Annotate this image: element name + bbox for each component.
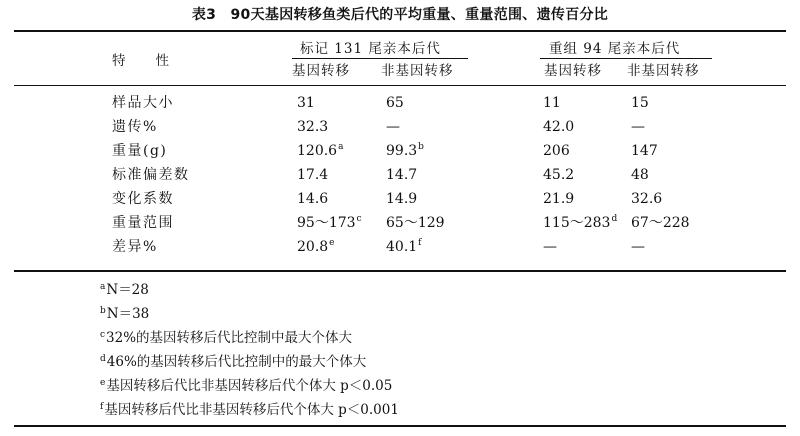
cell-g1-non-transgenic-text: 14.9 — [386, 191, 418, 207]
cell-g2-transgenic-text: 206 — [543, 143, 570, 159]
cell-g2-transgenic-text: — — [543, 239, 557, 255]
cell-g1-transgenic-text: 95～173 — [297, 215, 356, 231]
cell-g2-non-transgenic — [631, 94, 649, 112]
cell-g1-transgenic-text: 32.3 — [297, 119, 329, 135]
cell-g1-transgenic — [297, 142, 343, 160]
footnote-text: N＝38 — [106, 306, 150, 322]
footnote-marker: a — [338, 142, 344, 152]
cell-g1-non-transgenic — [386, 94, 404, 112]
footnote-marker: b — [418, 142, 424, 152]
row-label-text: 遗传% — [112, 119, 158, 135]
cell-g1-non-transgenic-text: 99.3 — [386, 143, 418, 159]
cell-g2-transgenic-text: 42.0 — [543, 119, 575, 135]
cell-g1-transgenic — [297, 118, 328, 136]
cell-g1-non-transgenic-text: 14.7 — [386, 167, 418, 183]
footnote — [100, 326, 352, 347]
cell-g1-transgenic — [297, 238, 335, 256]
cell-g1-transgenic — [297, 94, 315, 112]
cell-g1-non-transgenic — [386, 238, 422, 256]
cell-g2-non-transgenic-text: — — [631, 239, 645, 255]
row-label-text: 差异% — [112, 239, 158, 255]
row-label-text: 重量范围 — [112, 215, 174, 231]
cell-g2-non-transgenic-text: 32.6 — [631, 191, 663, 207]
footnote-marker: f — [418, 238, 422, 248]
footnote-mark: d — [100, 354, 106, 364]
cell-g1-transgenic — [297, 166, 328, 184]
footnote-text: 46%的基因转移后代比控制中的最大个体大 — [106, 354, 367, 370]
footnote — [100, 398, 399, 419]
cell-g2-non-transgenic — [631, 238, 645, 256]
footnote-text: N＝28 — [106, 282, 149, 298]
cell-g1-non-transgenic — [386, 190, 417, 208]
page-bottom-rule — [14, 425, 786, 427]
cell-g1-non-transgenic — [386, 142, 424, 160]
row-label-text: 重量(g) — [112, 143, 168, 159]
cell-g1-non-transgenic-text: 65 — [386, 95, 404, 111]
header-g2-non-transgenic: 非基因转移 — [627, 63, 700, 79]
header-g1-transgenic: 基因转移 — [292, 63, 350, 79]
row-label — [112, 118, 158, 136]
cell-g2-non-transgenic — [631, 118, 645, 136]
cell-g1-non-transgenic — [386, 214, 445, 232]
footnote-mark: e — [100, 378, 106, 388]
row-label — [112, 142, 167, 160]
row-label — [112, 214, 174, 232]
cell-g1-transgenic — [297, 190, 328, 208]
cell-g1-non-transgenic-text: 65～129 — [386, 215, 445, 231]
cell-g2-non-transgenic-text: 67～228 — [631, 215, 690, 231]
cell-g1-non-transgenic — [386, 118, 400, 136]
cell-g2-non-transgenic-text: 147 — [631, 143, 658, 159]
row-label — [112, 238, 158, 256]
cell-g2-transgenic — [543, 142, 570, 160]
cell-g1-transgenic-text: 17.4 — [297, 167, 329, 183]
cell-g2-non-transgenic — [631, 166, 649, 184]
footnote — [100, 350, 366, 371]
footnote-marker: d — [611, 214, 618, 224]
cell-g1-transgenic-text: 31 — [297, 95, 315, 111]
cell-g2-non-transgenic — [631, 142, 658, 160]
cell-g1-transgenic-text: 14.6 — [297, 191, 329, 207]
footnote — [100, 278, 149, 299]
cell-g1-non-transgenic-text: — — [386, 119, 400, 135]
cell-g1-transgenic-text: 20.8 — [297, 239, 329, 255]
cell-g2-transgenic — [543, 214, 617, 232]
footnote — [100, 302, 149, 323]
cell-g1-non-transgenic-text: 40.1 — [386, 239, 418, 255]
table-bottom-rule — [14, 270, 786, 272]
cell-g2-transgenic-text: 11 — [543, 95, 561, 111]
row-label — [112, 166, 190, 184]
footnote — [100, 374, 392, 395]
cell-g2-non-transgenic — [631, 214, 690, 232]
header-trait: 特 性 — [112, 53, 170, 69]
top-rule — [14, 30, 786, 32]
cell-g2-transgenic — [543, 238, 557, 256]
cell-g1-transgenic-text: 120.6 — [297, 143, 338, 159]
group2-underline — [540, 58, 712, 59]
cell-g2-transgenic — [543, 166, 574, 184]
footnote-mark: a — [100, 282, 106, 292]
footnote-mark: c — [100, 330, 106, 340]
row-label — [112, 190, 174, 208]
cell-g2-transgenic — [543, 190, 574, 208]
header-group2: 重组 94 尾亲本后代 — [549, 41, 681, 57]
header-g1-non-transgenic: 非基因转移 — [381, 63, 454, 79]
header-group1: 标记 131 尾亲本后代 — [300, 41, 441, 57]
footnote-text: 32%的基因转移后代比控制中最大个体大 — [106, 330, 353, 346]
cell-g2-non-transgenic-text: 48 — [631, 167, 649, 183]
header-g2-transgenic: 基因转移 — [544, 63, 602, 79]
table-caption: 表3 90天基因转移鱼类后代的平均重量、重量范围、遗传百分比 — [191, 7, 609, 23]
cell-g2-non-transgenic-text: 15 — [631, 95, 649, 111]
footnote-text: 基因转移后代比非基因转移后代个体大 p＜0.001 — [104, 402, 399, 418]
footnote-mark: f — [100, 402, 104, 412]
row-label-text: 变化系数 — [112, 191, 174, 207]
footnote-mark: b — [100, 306, 106, 316]
cell-g2-transgenic — [543, 94, 561, 112]
group1-underline — [292, 58, 468, 59]
cell-g2-transgenic-text: 21.9 — [543, 191, 575, 207]
cell-g1-transgenic — [297, 214, 362, 232]
footnote-marker: e — [329, 238, 335, 248]
cell-g2-transgenic-text: 45.2 — [543, 167, 575, 183]
row-label — [112, 94, 174, 112]
row-label-text: 标准偏差数 — [112, 167, 190, 183]
cell-g1-non-transgenic — [386, 166, 417, 184]
footnote-marker: c — [356, 214, 362, 224]
cell-g2-transgenic-text: 115～283 — [543, 215, 611, 231]
header-rule — [14, 85, 786, 86]
cell-g2-non-transgenic — [631, 190, 662, 208]
cell-g2-transgenic — [543, 118, 574, 136]
cell-g2-non-transgenic-text: — — [631, 119, 645, 135]
footnote-text: 基因转移后代比非基因转移后代个体大 p＜0.05 — [106, 378, 393, 394]
row-label-text: 样品大小 — [112, 95, 174, 111]
